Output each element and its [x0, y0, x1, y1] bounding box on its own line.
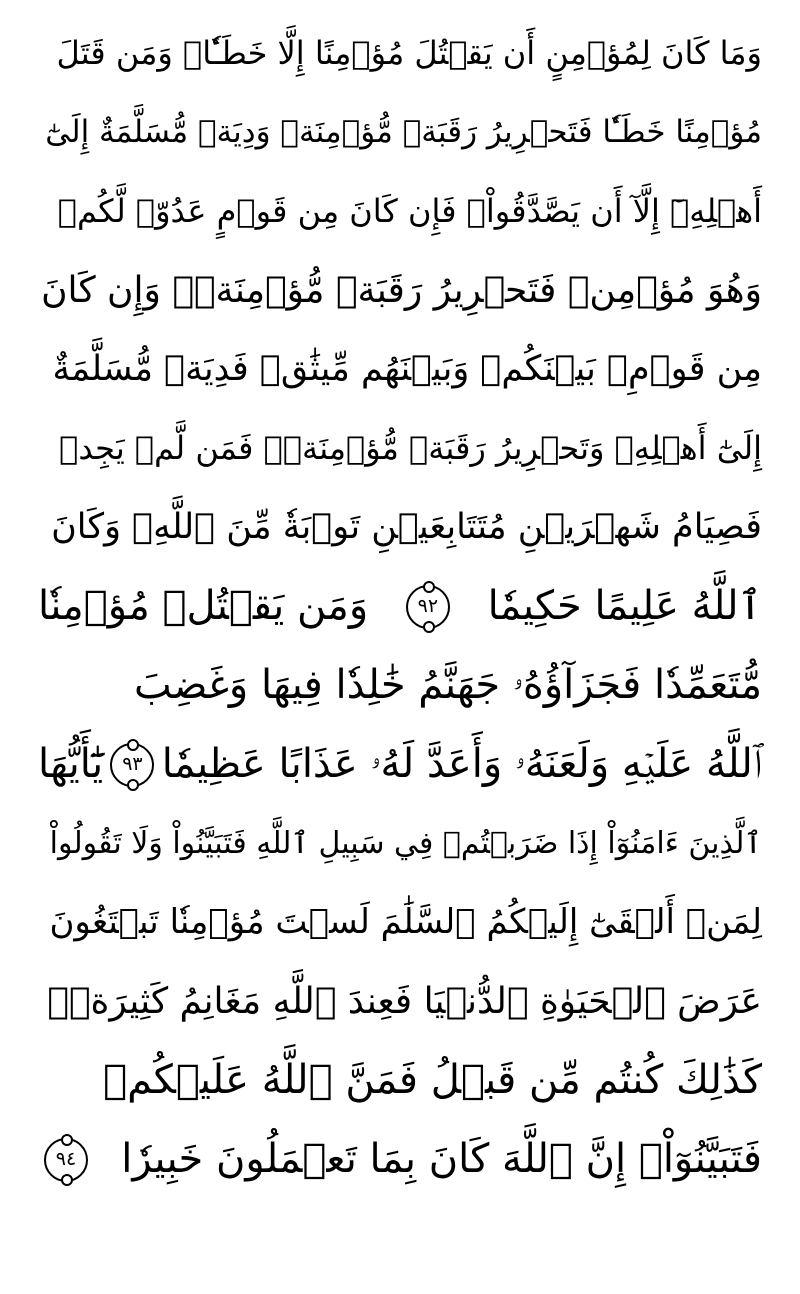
text-line-13	[38, 962, 762, 1041]
verse-text: يَٰٓأَيُّهَا	[38, 741, 104, 787]
text-line-11	[38, 804, 762, 883]
verse-text: كَذَٰلِكَ كُنتُم مِّن قَبۡلُ فَمَنَّ ٱللَّهُ عَلَيۡكُمۡ	[103, 1057, 762, 1103]
text-line-4	[38, 251, 762, 330]
verse-text: فَصِيَامُ شَهۡرَيۡنِ مُتَتَابِعَيۡنِ تَوۡبَةٗ مِّنَ ٱللَّهِۗ وَكَانَ	[51, 507, 762, 547]
text-line-5	[38, 330, 762, 409]
verse-text: وَمَا كَانَ لِمُؤۡمِنٍ أَن يَقۡتُلَ مُؤۡمِنًا إِلَّا خَطَـٔٗاۚ وَمَن قَتَلَ	[56, 34, 762, 72]
text-line-10	[38, 725, 762, 804]
verse-text: ٱلَّذِينَ ءَامَنُوٓاْ إِذَا ضَرَبۡتُمۡ فِي سَبِيلِ ٱللَّهِ فَتَبَيَّنُواْ وَلَا تَقُولُواْ	[49, 826, 762, 861]
text-line-12	[38, 883, 762, 962]
text-line-8	[38, 567, 762, 646]
verse-text: مُؤۡمِنًا خَطَـٔٗا فَتَحۡرِيرُ رَقَبَةٖ مُّؤۡمِنَةٖ وَدِيَةٞ مُّسَلَّمَةٌ إِلَىٰٓ	[45, 114, 762, 150]
verse-text: وَمَن يَقۡتُلۡ مُؤۡمِنٗا	[38, 583, 369, 629]
verse-text: ٱللَّهُ عَلَيۡهِ وَلَعَنَهُۥ وَأَعَدَّ لَهُۥ عَذَابًا عَظِيمٗا	[161, 741, 762, 787]
text-line-2	[38, 93, 762, 172]
verse-text: ٱللَّهُ عَلِيمًا حَكِيمٗا	[487, 583, 762, 629]
text-line-3	[38, 172, 762, 251]
verse-text: فَتَبَيَّنُوٓاْۚ إِنَّ ٱللَّهَ كَانَ بِمَا تَعۡمَلُونَ خَبِيرٗا	[121, 1136, 762, 1182]
text-line-14	[38, 1041, 762, 1120]
text-line-1	[38, 14, 762, 93]
ayah-number-marker: ٩٣	[110, 743, 154, 787]
ayah-number-marker: ٩٤	[44, 1138, 88, 1182]
verse-text: عَرَضَ ٱلۡحَيَوٰةِ ٱلدُّنۡيَا فَعِندَ ٱللَّهِ مَغَانِمُ كَثِيرَةٞۚ	[47, 981, 762, 1022]
verse-text: إِلَىٰٓ أَهۡلِهِۦ وَتَحۡرِيرُ رَقَبَةٖ مُّؤۡمِنَةٖۖ فَمَن لَّمۡ يَجِدۡ	[59, 429, 762, 467]
verse-text: مِن قَوۡمِۭ بَيۡنَكُمۡ وَبَيۡنَهُم مِّيثَٰقٞ فَدِيَةٞ مُّسَلَّمَةٌ	[52, 349, 762, 389]
text-line-9	[38, 646, 762, 725]
verse-text: لِمَنۡ أَلۡقَىٰٓ إِلَيۡكُمُ ٱلسَّلَٰمَ لَسۡتَ مُؤۡمِنٗا تَبۡتَغُونَ	[49, 902, 762, 942]
text-line-15	[38, 1120, 762, 1199]
text-line-7	[38, 488, 762, 567]
verse-text: أَهۡلِهِۦٓ إِلَّآ أَن يَصَّدَّقُواْۚ فَإِن كَانَ مِن قَوۡمٍ عَدُوّٖ لَّكُمۡ	[57, 192, 762, 230]
verse-text: مُّتَعَمِّدٗا فَجَزَآؤُهُۥ جَهَنَّمُ خَٰلِدٗا فِيهَا وَغَضِبَ	[134, 662, 762, 708]
verse-text: وَهُوَ مُؤۡمِنٞ فَتَحۡرِيرُ رَقَبَةٖ مُّؤۡمِنَةٖۖ وَإِن كَانَ	[41, 270, 762, 311]
ayah-number-marker: ٩٢	[406, 585, 450, 629]
text-line-6	[38, 409, 762, 488]
